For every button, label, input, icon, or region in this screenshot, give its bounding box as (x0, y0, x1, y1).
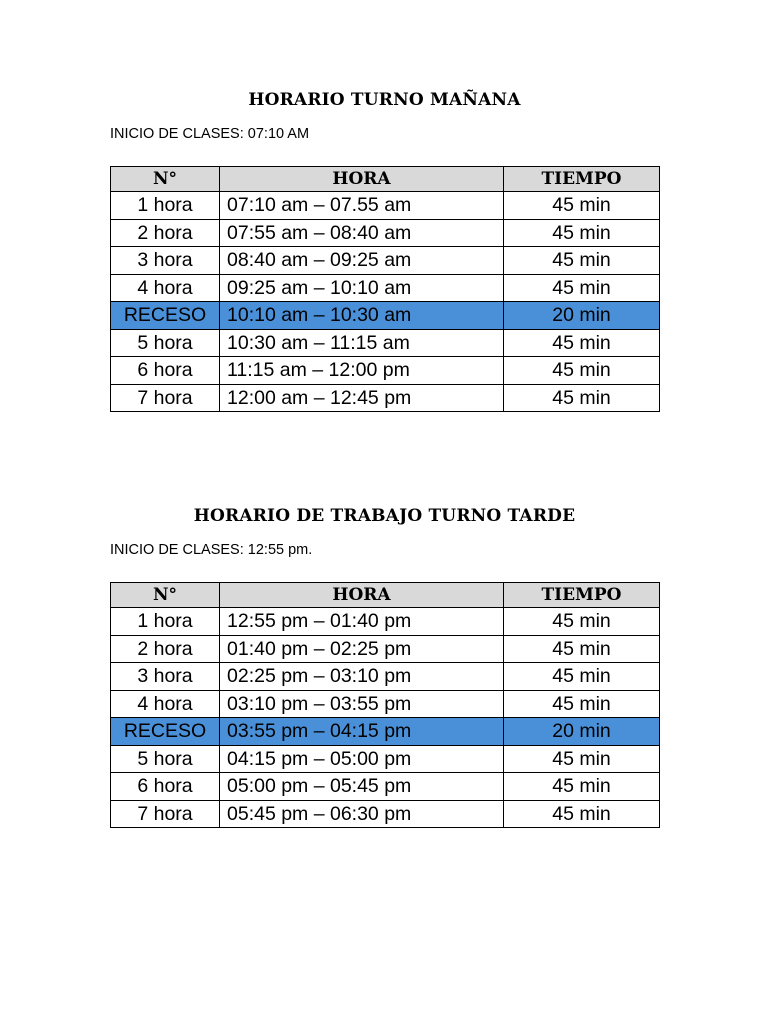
cell-n: 7 hora (111, 800, 220, 828)
cell-hora: 07:55 am – 08:40 am (220, 219, 504, 247)
cell-n: 6 hora (111, 773, 220, 801)
afternoon-start-time: INICIO DE CLASES: 12:55 pm. (110, 542, 313, 558)
table-row (111, 635, 660, 663)
table-row (111, 274, 660, 302)
cell-hora: 08:40 am – 09:25 am (220, 247, 504, 275)
cell-tiempo: 45 min (504, 635, 660, 663)
table-row (111, 745, 660, 773)
cell-n: 7 hora (111, 384, 220, 412)
header-n: N° (111, 583, 220, 608)
cell-hora: 04:15 pm – 05:00 pm (220, 745, 504, 773)
cell-hora: 05:00 pm – 05:45 pm (220, 773, 504, 801)
cell-hora: 10:30 am – 11:15 am (220, 329, 504, 357)
cell-n: 1 hora (111, 608, 220, 636)
cell-hora: 11:15 am – 12:00 pm (220, 357, 504, 385)
table-row (111, 247, 660, 275)
table-row (111, 219, 660, 247)
cell-tiempo: 45 min (504, 745, 660, 773)
cell-tiempo: 45 min (504, 608, 660, 636)
afternoon-schedule-section (110, 504, 659, 828)
cell-tiempo: 45 min (504, 800, 660, 828)
cell-n: 3 hora (111, 663, 220, 691)
table-row (111, 329, 660, 357)
cell-n: 2 hora (111, 635, 220, 663)
cell-hora: 09:25 am – 10:10 am (220, 274, 504, 302)
cell-tiempo: 45 min (504, 690, 660, 718)
cell-tiempo: 45 min (504, 384, 660, 412)
header-tiempo: TIEMPO (504, 583, 660, 608)
cell-tiempo: 45 min (504, 219, 660, 247)
morning-title: HORARIO TURNO MAÑANA (248, 90, 521, 110)
morning-schedule-section (110, 88, 659, 412)
table-row (111, 302, 660, 330)
cell-n: 2 hora (111, 219, 220, 247)
cell-tiempo: 45 min (504, 357, 660, 385)
cell-tiempo: 20 min (504, 718, 660, 746)
cell-hora: 05:45 pm – 06:30 pm (220, 800, 504, 828)
cell-hora: 01:40 pm – 02:25 pm (220, 635, 504, 663)
table-row (111, 800, 660, 828)
cell-tiempo: 45 min (504, 247, 660, 275)
cell-n: RECESO (111, 302, 220, 330)
table-row (111, 608, 660, 636)
table-row (111, 690, 660, 718)
table-header-row (111, 583, 660, 608)
cell-tiempo: 45 min (504, 192, 660, 220)
morning-schedule-table (110, 166, 660, 412)
cell-n: RECESO (111, 718, 220, 746)
cell-tiempo: 45 min (504, 329, 660, 357)
cell-n: 6 hora (111, 357, 220, 385)
header-hora: HORA (220, 583, 504, 608)
cell-hora: 12:55 pm – 01:40 pm (220, 608, 504, 636)
cell-n: 4 hora (111, 274, 220, 302)
cell-tiempo: 20 min (504, 302, 660, 330)
cell-tiempo: 45 min (504, 773, 660, 801)
morning-start-time: INICIO DE CLASES: 07:10 AM (110, 126, 310, 142)
cell-hora: 03:55 pm – 04:15 pm (220, 718, 504, 746)
header-hora: HORA (220, 167, 504, 192)
afternoon-schedule-table (110, 582, 660, 828)
table-row (111, 192, 660, 220)
header-n: N° (111, 167, 220, 192)
cell-n: 5 hora (111, 745, 220, 773)
table-header-row (111, 167, 660, 192)
afternoon-title: HORARIO DE TRABAJO TURNO TARDE (193, 506, 576, 526)
cell-n: 3 hora (111, 247, 220, 275)
cell-tiempo: 45 min (504, 663, 660, 691)
table-row (111, 773, 660, 801)
cell-hora: 03:10 pm – 03:55 pm (220, 690, 504, 718)
header-tiempo: TIEMPO (504, 167, 660, 192)
cell-n: 5 hora (111, 329, 220, 357)
cell-hora: 07:10 am – 07.55 am (220, 192, 504, 220)
table-row (111, 357, 660, 385)
cell-tiempo: 45 min (504, 274, 660, 302)
cell-n: 4 hora (111, 690, 220, 718)
table-row (111, 663, 660, 691)
cell-n: 1 hora (111, 192, 220, 220)
table-row (111, 384, 660, 412)
cell-hora: 10:10 am – 10:30 am (220, 302, 504, 330)
cell-hora: 12:00 am – 12:45 pm (220, 384, 504, 412)
table-row (111, 718, 660, 746)
cell-hora: 02:25 pm – 03:10 pm (220, 663, 504, 691)
